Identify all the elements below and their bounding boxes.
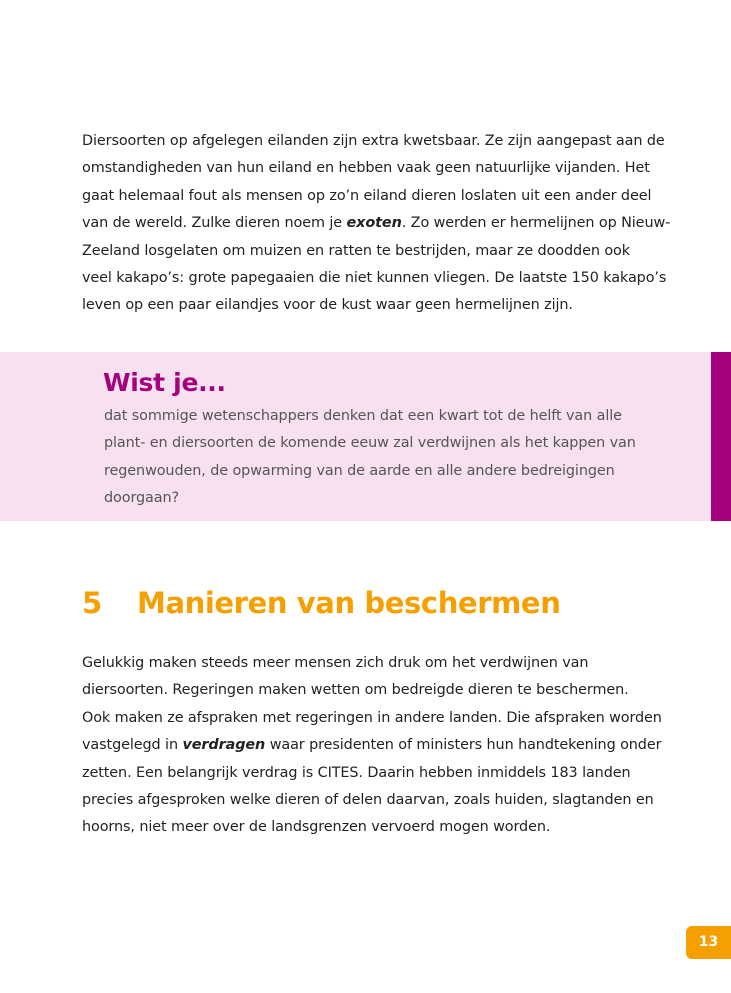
callout-accent-bar [711, 352, 731, 521]
text-line: veel kakapo’s: grote papegaaien die niet kunnen vliegen. De laatste 150 kakapo’s [82, 270, 667, 287]
callout-title: Wist je... [103, 368, 226, 397]
paragraph-protection [82, 650, 662, 842]
text-line: precies afgesproken welke dieren of delen daarvan, zoals huiden, slagtanden en [82, 792, 654, 809]
section-title: Manieren van beschermen [137, 586, 561, 620]
page-number-badge: 13 [686, 926, 731, 959]
term-exoten: exoten [346, 215, 402, 232]
text-line: Ook maken ze afspraken met regeringen in andere landen. Die afspraken worden [82, 709, 662, 726]
text-line: diersoorten. Regeringen maken wetten om bedreigde dieren te beschermen. [82, 682, 629, 699]
text-line: gaat helemaal fout als mensen op zo’n eiland dieren loslaten uit een ander deel [82, 187, 652, 204]
text-line: Diersoorten op afgelegen eilanden zijn extra kwetsbaar. Ze zijn aangepast aan de [82, 133, 665, 149]
text-line: regenwouden, de opwarming van de aarde en alle andere bedreigingen [104, 462, 615, 479]
text-line: hoorns, niet meer over de landsgrenzen vervoerd mogen worden. [82, 819, 551, 836]
term-verdragen: verdragen [182, 737, 266, 754]
text-line: vastgelegd in verdragen waar presidenten of ministers hun handtekening onder [82, 737, 662, 754]
text-line: Zeeland losgelaten om muizen en ratten te bestrijden, maar ze doodden ook [82, 242, 630, 259]
callout-text [104, 403, 684, 513]
text-line: doorgaan? [104, 490, 180, 507]
text-line: van de wereld. Zulke dieren noem je exoten. Zo werden er hermelijnen op Nieuw- [82, 215, 671, 232]
section-heading [82, 583, 560, 623]
paragraph-islands [82, 128, 671, 320]
text-line: plant- en diersoorten de komende eeuw zal verdwijnen als het kappen van [104, 435, 636, 452]
text-line: leven op een paar eilandjes voor de kust waar geen hermelijnen zijn. [82, 297, 573, 314]
text-line: dat sommige wetenschappers denken dat een kwart tot de helft van alle [104, 408, 622, 424]
text-line: zetten. Een belangrijk verdrag is CITES. Daarin hebben inmiddels 183 landen [82, 764, 631, 781]
section-number: 5 [82, 586, 102, 620]
text-line: omstandigheden van hun eiland en hebben vaak geen natuurlijke vijanden. Het [82, 160, 650, 177]
text-line: Gelukkig maken steeds meer mensen zich druk om het verdwijnen van [82, 655, 589, 671]
